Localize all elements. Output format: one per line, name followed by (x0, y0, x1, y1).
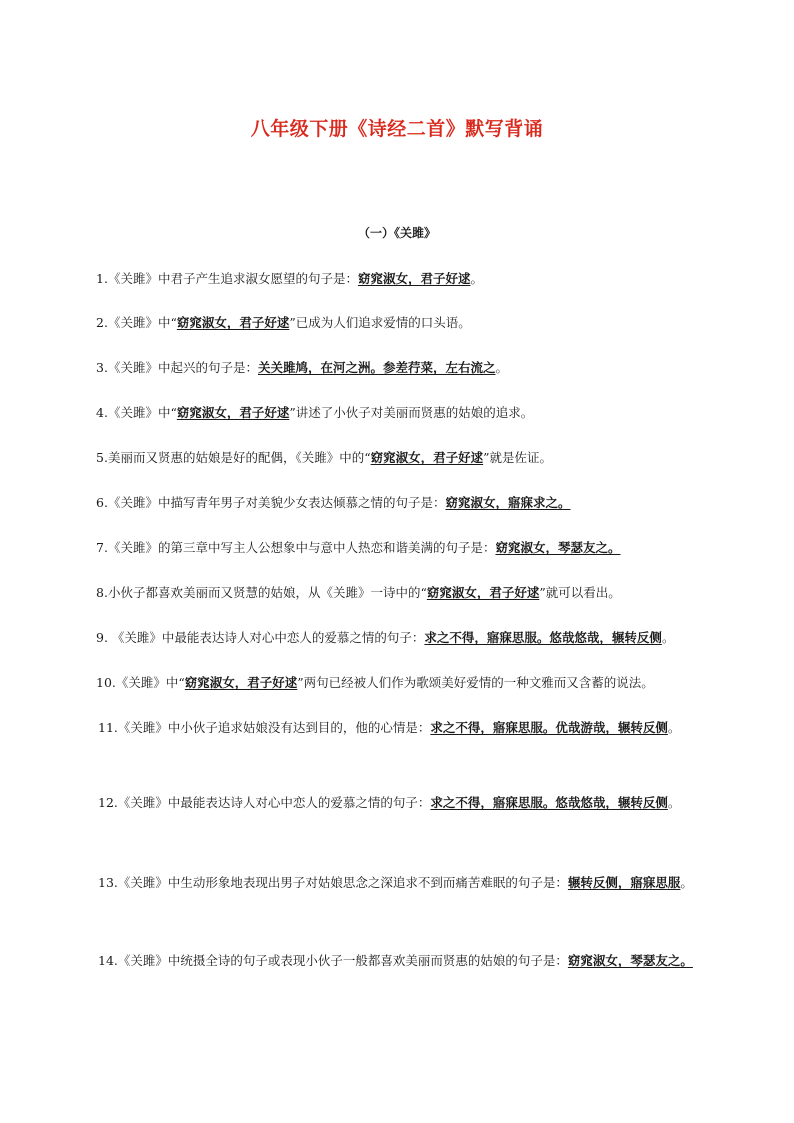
item-number: 9. (96, 630, 108, 645)
item-number: 7. (96, 540, 108, 555)
item-tail: 。 (661, 630, 675, 645)
item-number: 12. (98, 795, 118, 810)
item-question: 《关雎》中最能表达诗人对心中恋人的爱慕之情的句子： (107, 630, 425, 645)
item-question: 《关雎》中最能表达诗人对心中恋人的爱慕之情的句子： (117, 795, 431, 810)
item-tail: ”已成为人们追求爱情的口头语。 (289, 315, 471, 330)
list-item (96, 351, 726, 385)
page-title: 八年级下册《诗经二首》默写背诵 (250, 118, 544, 140)
item-number: 8. (96, 585, 108, 600)
item-answer: 关关雎鸠，在河之洲。参差荇菜，左右流之 (257, 360, 496, 375)
item-answer: 窈窕淑女，琴瑟友之。 (567, 953, 693, 968)
item-tail: 。 (667, 795, 681, 810)
item-question: 《关雎》中描写青年男子对美貌少女表达倾慕之情的句子是： (107, 495, 446, 510)
item-answer: 窈窕淑女，君子好逑 (176, 405, 290, 420)
item-answer: 求之不得，寤寐思服。优哉游哉，辗转反侧 (430, 720, 668, 735)
list-item (96, 531, 726, 565)
item-answer: 求之不得，寤寐思服。悠哉悠哉，辗转反侧 (430, 795, 668, 810)
item-answer: 窈窕淑女，君子好逑 (426, 585, 540, 600)
list-item (96, 621, 726, 655)
item-answer: 窈窕淑女，琴瑟友之。 (495, 540, 621, 555)
item-question: 《关雎》中起兴的句子是： (107, 360, 258, 375)
item-answer: 窈窕淑女，君子好逑 (176, 315, 290, 330)
item-question: 《关雎》的第三章中写主人公想象中与意中人热恋和谐美满的句子是： (107, 540, 496, 555)
item-number: 13. (98, 875, 118, 890)
item-answer: 窈窕淑女，君子好逑 (357, 271, 471, 286)
item-question: 《关雎》中“ (107, 405, 177, 420)
item-question: 《关雎》中君子产生追求淑女愿望的句子是： (107, 271, 358, 286)
item-tail: 。 (470, 271, 483, 286)
item-question: 《关雎》中“ (107, 315, 177, 330)
list-item (96, 576, 726, 610)
item-question: 小伙子都喜欢美丽而又贤慧的姑娘，从《关雎》一诗中的“ (107, 585, 427, 600)
list-item (74, 866, 724, 900)
list-item (96, 306, 726, 340)
item-number: 3. (96, 360, 108, 375)
item-tail: 。 (667, 720, 681, 735)
list-item (74, 786, 724, 820)
section-heading: （一）《关雎》 (357, 226, 436, 240)
item-number: 11. (98, 720, 118, 735)
item-tail: ”就可以看出。 (539, 585, 621, 600)
list-item (96, 486, 726, 520)
item-answer: 窈窕淑女，寤寐求之。 (445, 495, 571, 510)
item-answer: 辗转反侧，寤寐思服 (567, 875, 681, 890)
item-tail: 。 (495, 360, 508, 375)
item-tail: ”两句已经被人们作为歌颂美好爱情的一种文雅而又含蓄的说法。 (297, 675, 654, 690)
item-tail: 。 (680, 875, 693, 890)
list-item (96, 666, 726, 700)
item-number: 5. (96, 450, 108, 465)
item-number: 4. (96, 405, 108, 420)
list-item (96, 396, 726, 430)
item-question: 《关雎》中小伙子追求姑娘没有达到目的，他的心情是： (117, 720, 431, 735)
list-item (96, 262, 726, 296)
item-answer: 求之不得，寤寐思服。悠哉悠哉，辗转反侧 (424, 630, 662, 645)
list-item (74, 944, 724, 978)
item-number: 10. (96, 675, 116, 690)
item-number: 1. (96, 271, 108, 286)
item-number: 14. (98, 953, 118, 968)
item-tail: ”就是佐证。 (483, 450, 552, 465)
list-item (74, 711, 724, 745)
item-number: 6. (96, 495, 108, 510)
item-number: 2. (96, 315, 108, 330)
item-question: 《关雎》中生动形象地表现出男子对姑娘思念之深追求不到而痛苦难眠的句子是： (117, 875, 568, 890)
item-question: 《关雎》中统摄全诗的句子或表现小伙子一般都喜欢美丽而贤惠的姑娘的句子是： (117, 953, 568, 968)
item-answer: 窈窕淑女，君子好逑 (184, 675, 298, 690)
list-item (96, 441, 726, 475)
item-question: 美丽而又贤惠的姑娘是好的配偶，《关雎》中的“ (107, 450, 371, 465)
item-tail: ”讲述了小伙子对美丽而贤惠的姑娘的追求。 (289, 405, 534, 420)
item-answer: 窈窕淑女，君子好逑 (370, 450, 484, 465)
item-question: 《关雎》中“ (115, 675, 185, 690)
